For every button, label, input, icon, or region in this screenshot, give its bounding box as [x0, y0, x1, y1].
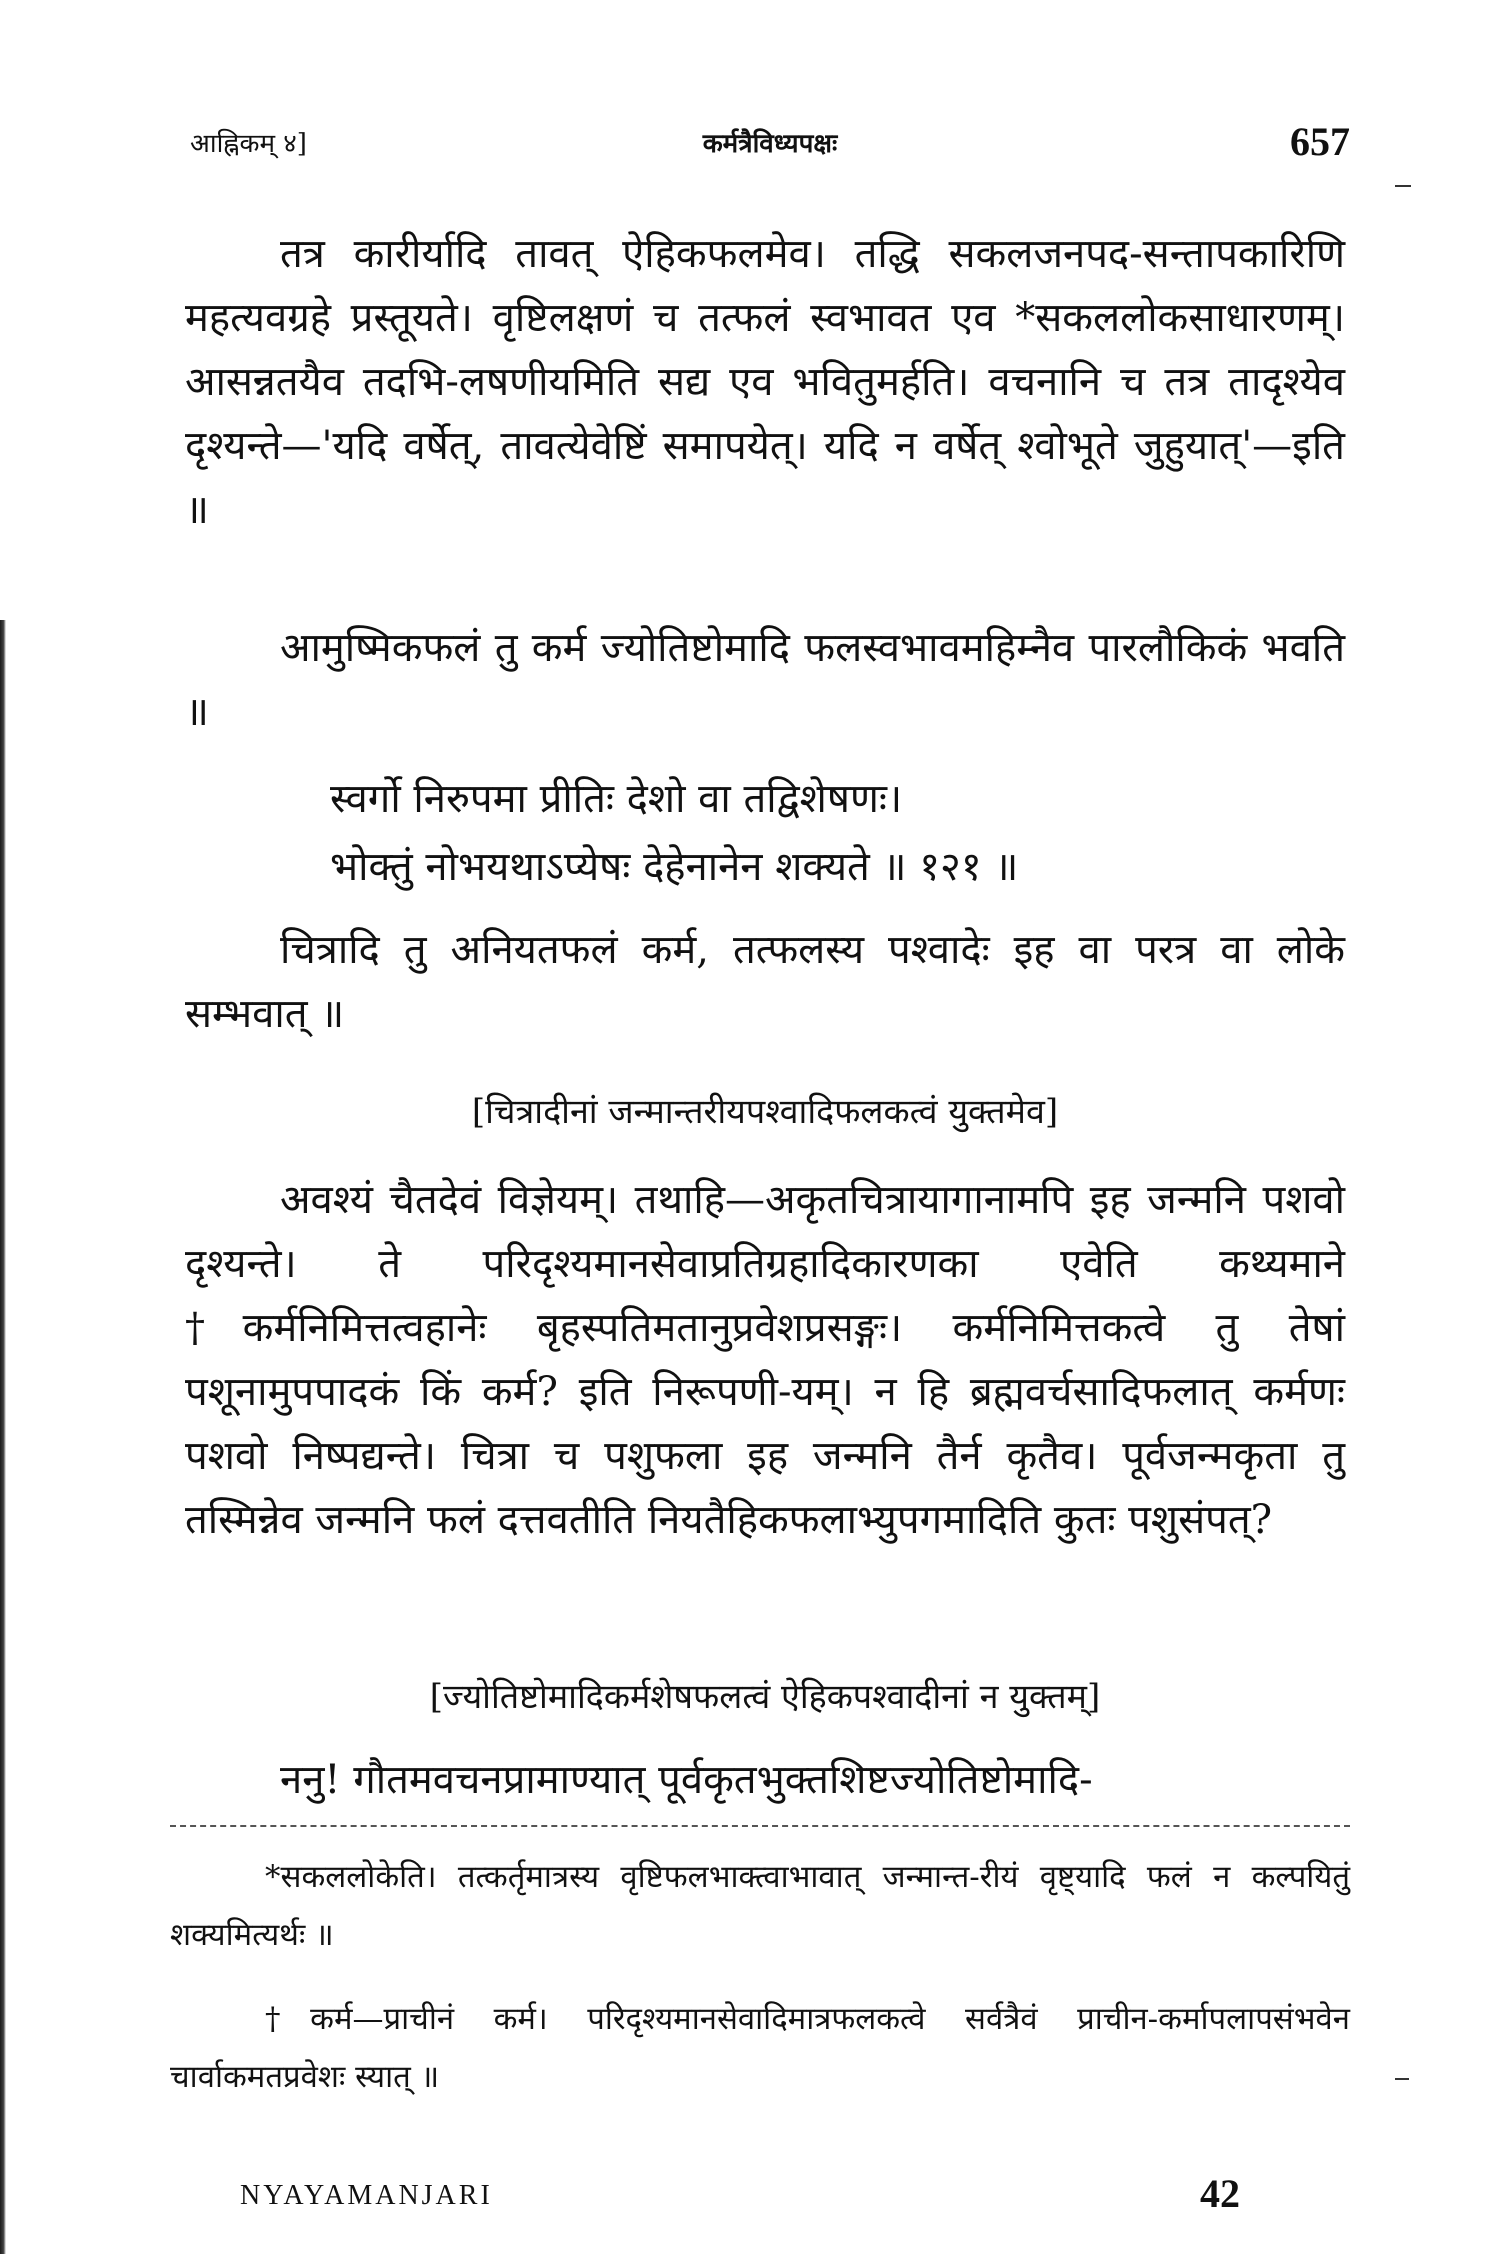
paragraph-5: [185, 1748, 1345, 1812]
margin-mark: [1395, 2078, 1409, 2080]
verse-block: [330, 765, 1230, 901]
running-header: [190, 118, 1350, 168]
footer-book-title: NYAYAMANJARI: [240, 2180, 493, 2211]
paragraph-text: अवश्यं चैतदेवं विज्ञेयम्। तथाहि—अकृतचित्रायागानामपि इह जन्मनि पशवो दृश्यन्ते। ते परिदृश्यमानसेवाप्रतिग्रहादिकारणका एवेति कथ्यमाने †कर्मनिमित्तत्वहानेः बृहस्पतिमतानुप्रवेशप्रसङ्गः। कर्मनिमित्तकत्वे तु तेषां पशूनामुपपादकं किं कर्म? इति निरूपणी-यम्। न हि ब्रह्मवर्चसादिफलात् कर्मणः पशवो निष्पद्यन्ते। चित्रा च पशुफला इह जन्मनि तैर्न कृतैव। पूर्वजन्मकृता तु तस्मिन्नेव जन्मनि फलं दत्तवतीति नियतैहिकफलाभ्युपगमादिति कुतः पशुसंपत्?: [185, 1177, 1345, 1543]
footnote-1: [170, 1848, 1350, 1964]
footnote-divider: [170, 1825, 1350, 1827]
margin-mark: [1395, 185, 1411, 187]
section-heading: [चित्रादीनां जन्मान्तरीयपश्वादिफलकत्वं युक्तमेव]: [471, 1092, 1059, 1132]
paragraph-4: [185, 1168, 1345, 1552]
verse-line: भोक्तुं नोभयथाऽप्येषः देहेनानेन शक्यते ॥ १२१ ॥: [330, 844, 1019, 890]
footnote-text: †कर्म—प्राचीनं कर्म। परिदृश्यमानसेवादिमात्रफलकत्वे सर्वत्रैवं प्राचीन-कर्मापलापसंभवेन चार्वाकमतप्रवेशः स्यात् ॥: [170, 2001, 1350, 2095]
footnote-2: [170, 1990, 1350, 2106]
paragraph-text: ननु! गौतमवचनप्रामाण्यात् पूर्वकृतभुक्तशिष्टज्योतिष्टोमादि-: [280, 1757, 1093, 1803]
paragraph-text: तत्र कारीर्यादि तावत् ऐहिकफलमेव। तद्धि सकलजनपद-सन्तापकारिणि महत्यवग्रहे प्रस्तूयते। वृष्टिलक्षणं च तत्फलं स्वभावत एव *सकललोकसाधारणम्। आसन्नतयैव तदभि-लषणीयमिति सद्य एव भवितुमर्हति। वचनानि च तत्र तादृश्येव दृश्यन्ते—'यदि वर्षेत्, तावत्येवेष्टिं समापयेत्। यदि न वर्षेत् श्वोभूते जुहुयात्'—इति ॥: [185, 231, 1345, 533]
paragraph-text: चित्रादि तु अनियतफलं कर्म, तत्फलस्य पश्वादेः इह वा परत्र वा लोके सम्भवात् ॥: [185, 927, 1345, 1037]
footnote-text: *सकललोकेति। तत्कर्तृमात्रस्य वृष्टिफलभाक्त्वाभावात् जन्मान्त-रीयं वृष्ट्यादि फलं न कल्पयितुं शक्यमित्यर्थः ॥: [170, 1859, 1350, 1953]
section-heading: [ज्योतिष्टोमादिकर्मशेषफलत्वं ऐहिकपश्वादीनां न युक्तम्]: [429, 1677, 1101, 1717]
paragraph-1: [185, 222, 1345, 542]
verse-line: स्वर्गो निरुपमा प्रीतिः देशो वा तद्विशेषणः।: [330, 776, 903, 822]
paragraph-2: [185, 616, 1345, 744]
header-title: कर्मत्रैविध्यपक्षः: [702, 129, 838, 159]
page-number: 657: [1290, 119, 1350, 164]
paragraph-3: [185, 918, 1345, 1046]
header-section: आह्निकम् ४]: [190, 129, 307, 159]
footer-signature-number: 42: [1200, 2171, 1240, 2216]
page-footer: [240, 2170, 1240, 2220]
binding-shadow: [0, 620, 6, 2254]
paragraph-text: आमुष्मिकफलं तु कर्म ज्योतिष्टोमादि फलस्वभावमहिम्नैव पारलौकिकं भवति ॥: [185, 625, 1345, 735]
